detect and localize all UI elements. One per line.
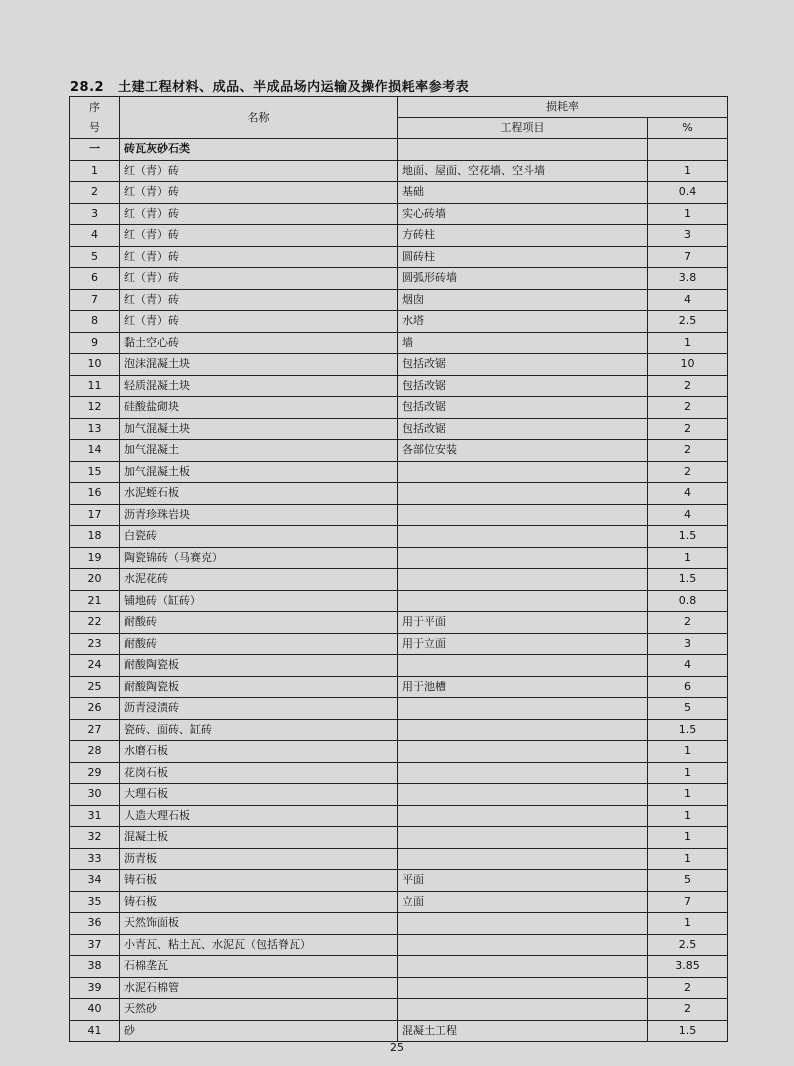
table-row: [70, 526, 728, 548]
row-name: 砂: [120, 1020, 398, 1042]
table-row: [70, 160, 728, 182]
row-name: 硅酸盐砌块: [120, 397, 398, 419]
row-name: 耐酸陶瓷板: [120, 655, 398, 677]
row-project: [398, 762, 648, 784]
row-project: 基础: [398, 182, 648, 204]
row-project: [398, 741, 648, 763]
table-row: [70, 827, 728, 849]
table-row: [70, 418, 728, 440]
row-num: 35: [70, 891, 120, 913]
row-num: 21: [70, 590, 120, 612]
row-pct: 10: [648, 354, 728, 376]
table-title-number: 28.2: [70, 80, 105, 95]
row-name: 红（青）砖: [120, 182, 398, 204]
row-name: 石棉垄瓦: [120, 956, 398, 978]
table-row: [70, 289, 728, 311]
row-name: 天然砂: [120, 999, 398, 1021]
row-num: 4: [70, 225, 120, 247]
row-project: [398, 504, 648, 526]
table-row: [70, 805, 728, 827]
row-pct: 1: [648, 848, 728, 870]
header-row-1: [70, 97, 728, 118]
row-pct: 1.5: [648, 569, 728, 591]
row-pct: 1: [648, 827, 728, 849]
row-name: 红（青）砖: [120, 225, 398, 247]
table-row: [70, 784, 728, 806]
row-name: 轻质混凝土块: [120, 375, 398, 397]
row-num: 5: [70, 246, 120, 268]
table-row: [70, 461, 728, 483]
row-num: 12: [70, 397, 120, 419]
table-row: [70, 268, 728, 290]
row-pct: 3: [648, 225, 728, 247]
table-title-text: 土建工程材料、成品、半成品场内运输及操作损耗率参考表: [118, 80, 470, 95]
row-pct: 1.5: [648, 526, 728, 548]
row-num: 38: [70, 956, 120, 978]
table-row: [70, 225, 728, 247]
table-row: [70, 999, 728, 1021]
table-row: [70, 633, 728, 655]
table-row: [70, 870, 728, 892]
table-row: [70, 655, 728, 677]
table-row: [70, 375, 728, 397]
row-pct: 1.5: [648, 1020, 728, 1042]
row-name: 耐酸砖: [120, 633, 398, 655]
row-num: 13: [70, 418, 120, 440]
table-row: [70, 311, 728, 333]
row-name: 沥青浸渍砖: [120, 698, 398, 720]
row-pct: 7: [648, 246, 728, 268]
row-num: 17: [70, 504, 120, 526]
row-project: 包括改锯: [398, 354, 648, 376]
row-name: 红（青）砖: [120, 246, 398, 268]
row-pct: 1: [648, 805, 728, 827]
row-project: 包括改锯: [398, 397, 648, 419]
row-pct: 5: [648, 870, 728, 892]
row-name: 混凝土板: [120, 827, 398, 849]
row-pct: 4: [648, 655, 728, 677]
row-project: 用于池槽: [398, 676, 648, 698]
row-name: 铸石板: [120, 891, 398, 913]
row-pct: 1: [648, 160, 728, 182]
row-name: 耐酸砖: [120, 612, 398, 634]
row-name: 大理石板: [120, 784, 398, 806]
row-project: [398, 848, 648, 870]
row-name: 红（青）砖: [120, 160, 398, 182]
row-project: [398, 655, 648, 677]
row-name: 红（青）砖: [120, 311, 398, 333]
row-pct: 1: [648, 203, 728, 225]
header-project: 工程项目: [398, 118, 648, 139]
row-project: [398, 483, 648, 505]
row-name: 陶瓷锦砖（马赛克）: [120, 547, 398, 569]
row-pct: 0.4: [648, 182, 728, 204]
row-name: 加气混凝土块: [120, 418, 398, 440]
row-pct: 1: [648, 913, 728, 935]
table-row: [70, 698, 728, 720]
row-pct: 1: [648, 332, 728, 354]
row-project: [398, 999, 648, 1021]
row-project: 地面、屋面、空花墙、空斗墙: [398, 160, 648, 182]
row-pct: 2.5: [648, 311, 728, 333]
row-num: 9: [70, 332, 120, 354]
row-project: [398, 805, 648, 827]
row-pct: 4: [648, 504, 728, 526]
row-num: 24: [70, 655, 120, 677]
row-num: 39: [70, 977, 120, 999]
row-num: 10: [70, 354, 120, 376]
row-name: 红（青）砖: [120, 289, 398, 311]
row-name: 水磨石板: [120, 741, 398, 763]
row-pct: 1.5: [648, 719, 728, 741]
row-num: 8: [70, 311, 120, 333]
row-name: 花岗石板: [120, 762, 398, 784]
row-project: [398, 590, 648, 612]
row-pct: 3: [648, 633, 728, 655]
table-row: [70, 741, 728, 763]
row-name: 耐酸陶瓷板: [120, 676, 398, 698]
row-num: 25: [70, 676, 120, 698]
row-num: 14: [70, 440, 120, 462]
row-project: 各部位安装: [398, 440, 648, 462]
table-row: [70, 934, 728, 956]
row-name: 白瓷砖: [120, 526, 398, 548]
row-project: 用于平面: [398, 612, 648, 634]
table-row: [70, 332, 728, 354]
table-row: [70, 719, 728, 741]
row-project: 墙: [398, 332, 648, 354]
table-row: [70, 182, 728, 204]
header-seq: [70, 97, 120, 139]
row-pct: 1: [648, 741, 728, 763]
row-num: 37: [70, 934, 120, 956]
section-project: [398, 139, 648, 161]
header-loss-rate: 损耗率: [398, 97, 728, 118]
row-project: 圆砖柱: [398, 246, 648, 268]
table-row: [70, 504, 728, 526]
row-project: 立面: [398, 891, 648, 913]
row-pct: 6: [648, 676, 728, 698]
table-row: [70, 569, 728, 591]
row-project: 包括改锯: [398, 418, 648, 440]
row-project: [398, 461, 648, 483]
row-name: 黏土空心砖: [120, 332, 398, 354]
row-pct: 1: [648, 547, 728, 569]
row-name: 瓷砖、面砖、缸砖: [120, 719, 398, 741]
table-row: [70, 547, 728, 569]
section-name: 砖瓦灰砂石类: [120, 139, 398, 161]
header-seq-bottom: 号: [89, 120, 100, 134]
row-pct: 5: [648, 698, 728, 720]
row-pct: 2: [648, 461, 728, 483]
row-project: [398, 569, 648, 591]
table-row: [70, 956, 728, 978]
row-pct: 1: [648, 762, 728, 784]
row-num: 1: [70, 160, 120, 182]
row-name: 沥青板: [120, 848, 398, 870]
row-num: 40: [70, 999, 120, 1021]
table-row: [70, 913, 728, 935]
row-num: 34: [70, 870, 120, 892]
row-pct: 7: [648, 891, 728, 913]
header-percent: %: [648, 118, 728, 139]
section-pct: [648, 139, 728, 161]
row-name: 水泥石棉管: [120, 977, 398, 999]
row-name: 红（青）砖: [120, 203, 398, 225]
row-project: [398, 913, 648, 935]
row-num: 32: [70, 827, 120, 849]
row-pct: 2.5: [648, 934, 728, 956]
table-row: [70, 246, 728, 268]
row-num: 33: [70, 848, 120, 870]
row-num: 36: [70, 913, 120, 935]
table-row: [70, 612, 728, 634]
table-row: [70, 977, 728, 999]
row-name: 铸石板: [120, 870, 398, 892]
row-project: [398, 956, 648, 978]
row-pct: 2: [648, 375, 728, 397]
row-name: 加气混凝土: [120, 440, 398, 462]
row-num: 7: [70, 289, 120, 311]
row-name: 人造大理石板: [120, 805, 398, 827]
row-project: 包括改锯: [398, 375, 648, 397]
row-project: 水塔: [398, 311, 648, 333]
row-num: 3: [70, 203, 120, 225]
header-seq-top: 序: [89, 100, 100, 114]
row-project: [398, 934, 648, 956]
section-row: [70, 139, 728, 161]
row-pct: 1: [648, 784, 728, 806]
table-title: [70, 76, 469, 95]
row-num: 19: [70, 547, 120, 569]
table-row: [70, 676, 728, 698]
row-num: 11: [70, 375, 120, 397]
row-project: [398, 784, 648, 806]
table-row: [70, 203, 728, 225]
row-num: 16: [70, 483, 120, 505]
table-row: [70, 354, 728, 376]
section-num: 一: [70, 139, 120, 161]
row-pct: 0.8: [648, 590, 728, 612]
row-project: [398, 526, 648, 548]
row-num: 29: [70, 762, 120, 784]
row-project: 圆弧形砖墙: [398, 268, 648, 290]
row-project: [398, 547, 648, 569]
row-num: 22: [70, 612, 120, 634]
table-row: [70, 891, 728, 913]
row-name: 红（青）砖: [120, 268, 398, 290]
table-row: [70, 762, 728, 784]
row-pct: 2: [648, 977, 728, 999]
row-pct: 2: [648, 999, 728, 1021]
row-pct: 2: [648, 612, 728, 634]
table-row: [70, 483, 728, 505]
row-pct: 4: [648, 483, 728, 505]
row-num: 27: [70, 719, 120, 741]
row-project: 烟囱: [398, 289, 648, 311]
row-num: 6: [70, 268, 120, 290]
row-name: 水泥蛭石板: [120, 483, 398, 505]
row-project: 方砖柱: [398, 225, 648, 247]
row-name: 加气混凝土板: [120, 461, 398, 483]
row-pct: 2: [648, 397, 728, 419]
row-num: 28: [70, 741, 120, 763]
row-name: 沥青珍珠岩块: [120, 504, 398, 526]
loss-rate-table: [69, 96, 728, 1042]
header-name: 名称: [120, 97, 398, 139]
row-name: 泡沫混凝土块: [120, 354, 398, 376]
row-project: [398, 698, 648, 720]
row-project: 平面: [398, 870, 648, 892]
row-project: 实心砖墙: [398, 203, 648, 225]
row-name: 水泥花砖: [120, 569, 398, 591]
row-name: 铺地砖（缸砖）: [120, 590, 398, 612]
row-pct: 4: [648, 289, 728, 311]
page-number: 25: [390, 1041, 404, 1054]
row-project: 混凝土工程: [398, 1020, 648, 1042]
table-row: [70, 1020, 728, 1042]
row-project: [398, 719, 648, 741]
table-row: [70, 440, 728, 462]
row-project: [398, 827, 648, 849]
row-num: 41: [70, 1020, 120, 1042]
row-name: 天然饰面板: [120, 913, 398, 935]
table-row: [70, 397, 728, 419]
row-num: 15: [70, 461, 120, 483]
row-pct: 2: [648, 418, 728, 440]
row-name: 小青瓦、粘土瓦、水泥瓦（包括脊瓦）: [120, 934, 398, 956]
row-project: 用于立面: [398, 633, 648, 655]
row-num: 23: [70, 633, 120, 655]
row-num: 26: [70, 698, 120, 720]
row-num: 18: [70, 526, 120, 548]
row-num: 31: [70, 805, 120, 827]
row-num: 30: [70, 784, 120, 806]
row-num: 2: [70, 182, 120, 204]
row-num: 20: [70, 569, 120, 591]
row-pct: 3.85: [648, 956, 728, 978]
row-project: [398, 977, 648, 999]
table-row: [70, 590, 728, 612]
row-pct: 3.8: [648, 268, 728, 290]
table-row: [70, 848, 728, 870]
row-pct: 2: [648, 440, 728, 462]
